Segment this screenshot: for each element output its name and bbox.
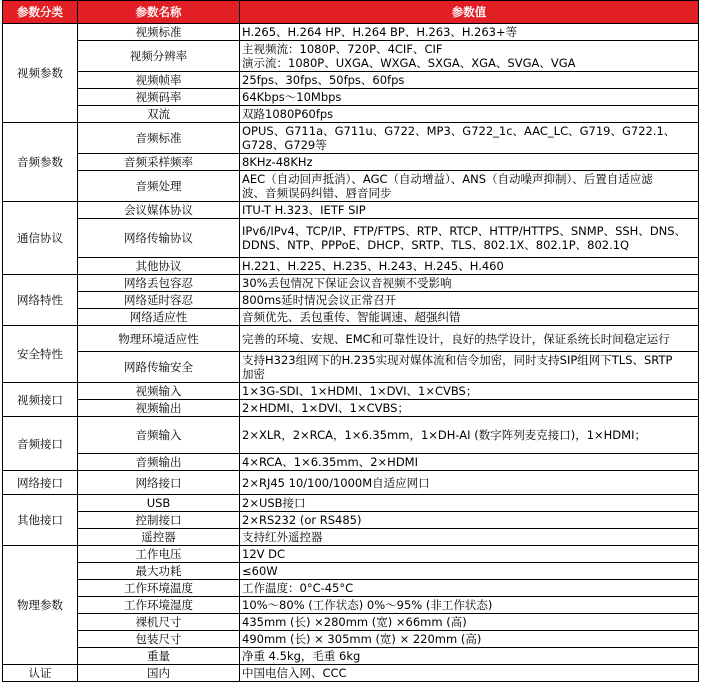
table-row: [3, 631, 699, 648]
param-value-cell: 490mm (长) × 305mm (宽) × 220mm (高): [240, 631, 699, 648]
table-row: [3, 383, 699, 400]
param-name-cell: 视频输出: [78, 400, 240, 417]
param-name-cell: 工作环境湿度: [78, 597, 240, 614]
table-row: [3, 258, 699, 275]
param-value-cell: 435mm (长) ×280mm (宽) ×66mm (高): [240, 614, 699, 631]
param-value-cell: 支持H323组网下的H.235实现对媒体流和信令加密，同时支持SIP组网下TLS、SRTP 加密: [240, 352, 699, 383]
table-row: [3, 563, 699, 580]
param-name-cell: 工作电压: [78, 546, 240, 563]
param-name-cell: 裸机尺寸: [78, 614, 240, 631]
header-category: 参数分类: [3, 1, 78, 24]
table-row: [3, 309, 699, 326]
table-row: [3, 292, 699, 309]
param-value-cell: 1×3G-SDI、1×HDMI、1×DVI、1×CVBS；: [240, 383, 699, 400]
param-value-cell: 音频优先、丢包重传、智能调速、超强纠错: [240, 309, 699, 326]
spec-body: [3, 24, 699, 682]
param-name-cell: 网络丢包容忍: [78, 275, 240, 292]
param-value-cell: 2×USB接口: [240, 495, 699, 512]
table-row: [3, 326, 699, 352]
table-row: [3, 471, 699, 495]
param-name-cell: 控制接口: [78, 512, 240, 529]
param-value-cell: 8KHz-48KHz: [240, 154, 699, 171]
param-name-cell: 视频标准: [78, 24, 240, 41]
param-value-cell: 工作温度：0°C-45°C: [240, 580, 699, 597]
category-cell: 音频接口: [3, 417, 78, 471]
header-row: [3, 1, 699, 24]
param-name-cell: 工作环境温度: [78, 580, 240, 597]
table-row: [3, 512, 699, 529]
param-value-cell: 中国电信入网、CCC: [240, 665, 699, 682]
table-row: [3, 219, 699, 258]
param-name-cell: 重量: [78, 648, 240, 665]
param-value-cell: 10%～80% (工作状态) 0%～95% (非工作状态): [240, 597, 699, 614]
param-value-cell: 2×XLR，2×RCA，1×6.35mm，1×DH-AI (数字阵列麦克接口)，1×HDMI；: [240, 417, 699, 454]
category-cell: 安全特性: [3, 326, 78, 383]
param-value-cell: 2×RJ45 10/100/1000M自适应网口: [240, 471, 699, 495]
table-row: [3, 41, 699, 72]
table-row: [3, 546, 699, 563]
param-value-cell: 800ms延时情况会议正常召开: [240, 292, 699, 309]
table-row: [3, 123, 699, 154]
table-row: [3, 665, 699, 682]
category-cell: 通信协议: [3, 202, 78, 275]
param-name-cell: 双流: [78, 106, 240, 123]
table-row: [3, 171, 699, 202]
param-value-cell: 双路1080P60fps: [240, 106, 699, 123]
param-name-cell: 音频采样频率: [78, 154, 240, 171]
param-value-cell: 30%丢包情况下保证会议音视频不受影响: [240, 275, 699, 292]
table-row: [3, 89, 699, 106]
spec-table: [2, 0, 699, 682]
category-cell: 其他接口: [3, 495, 78, 546]
table-row: [3, 580, 699, 597]
param-value-cell: H.221、H.225、H.235、H.243、H.245、H.460: [240, 258, 699, 275]
param-name-cell: 音频输入: [78, 417, 240, 454]
table-row: [3, 614, 699, 631]
param-value-cell: ITU-T H.323、IETF SIP: [240, 202, 699, 219]
table-row: [3, 417, 699, 454]
param-value-cell: H.265、H.264 HP、H.264 BP、H.263、H.263+等: [240, 24, 699, 41]
param-name-cell: 其他协议: [78, 258, 240, 275]
param-name-cell: 音频输出: [78, 454, 240, 471]
table-row: [3, 202, 699, 219]
param-value-cell: 12V DC: [240, 546, 699, 563]
table-row: [3, 154, 699, 171]
category-cell: 认证: [3, 665, 78, 682]
param-value-cell: 4×RCA、1×6.35mm、2×HDMI: [240, 454, 699, 471]
category-cell: 音频参数: [3, 123, 78, 202]
header-name: 参数名称: [78, 1, 240, 24]
category-cell: 视频接口: [3, 383, 78, 417]
param-name-cell: 音频标准: [78, 123, 240, 154]
param-name-cell: 国内: [78, 665, 240, 682]
table-row: [3, 24, 699, 41]
param-name-cell: 网络传输协议: [78, 219, 240, 258]
table-row: [3, 529, 699, 546]
param-name-cell: 视频码率: [78, 89, 240, 106]
param-name-cell: 网络接口: [78, 471, 240, 495]
table-row: [3, 648, 699, 665]
param-value-cell: 2×RS232 (or RS485): [240, 512, 699, 529]
param-name-cell: 音频处理: [78, 171, 240, 202]
param-name-cell: 网络延时容忍: [78, 292, 240, 309]
param-name-cell: 视频帧率: [78, 72, 240, 89]
param-value-cell: OPUS、G711a、G711u、G722、MP3、G722_1c、AAC_LC、G719、G722.1、 G728、G729等: [240, 123, 699, 154]
param-value-cell: 主视频流：1080P、720P、4CIF、CIF 演示流：1080P、UXGA、WXGA、SXGA、XGA、SVGA、VGA: [240, 41, 699, 72]
param-name-cell: 会议媒体协议: [78, 202, 240, 219]
param-value-cell: 净重 4.5kg，毛重 6kg: [240, 648, 699, 665]
table-row: [3, 597, 699, 614]
param-value-cell: 支持红外遥控器: [240, 529, 699, 546]
param-name-cell: 视频输入: [78, 383, 240, 400]
param-name-cell: 物理环境适应性: [78, 326, 240, 352]
table-row: [3, 72, 699, 89]
param-value-cell: IPv6/IPv4、TCP/IP、FTP/FTPS、RTP、RTCP、HTTP/HTTPS、SNMP、SSH、DNS、 DDNS、NTP、PPPoE、DHCP、SRTP、TLS、802.1X、802.1P、802.1Q: [240, 219, 699, 258]
category-cell: 视频参数: [3, 24, 78, 123]
table-row: [3, 495, 699, 512]
category-cell: 物理参数: [3, 546, 78, 665]
param-name-cell: 遥控器: [78, 529, 240, 546]
param-name-cell: 网路传输安全: [78, 352, 240, 383]
param-value-cell: 64Kbps～10Mbps: [240, 89, 699, 106]
param-value-cell: 2×HDMI、1×DVI、1×CVBS；: [240, 400, 699, 417]
table-row: [3, 454, 699, 471]
table-row: [3, 400, 699, 417]
param-value-cell: 25fps、30fps、50fps、60fps: [240, 72, 699, 89]
param-name-cell: 包装尺寸: [78, 631, 240, 648]
param-name-cell: 最大功耗: [78, 563, 240, 580]
param-name-cell: 网络适应性: [78, 309, 240, 326]
param-value-cell: 完善的环境、安规、EMC和可靠性设计，良好的热学设计，保证系统长时间稳定运行: [240, 326, 699, 352]
param-name-cell: 视频分辨率: [78, 41, 240, 72]
header-value: 参数值: [240, 1, 699, 24]
category-cell: 网络接口: [3, 471, 78, 495]
param-name-cell: USB: [78, 495, 240, 512]
category-cell: 网络特性: [3, 275, 78, 326]
table-row: [3, 275, 699, 292]
param-value-cell: AEC（自动回声抵消）、AGC（自动增益）、ANS（自动噪声抑制）、后置自适应滤 波、音频误码纠错、唇音同步: [240, 171, 699, 202]
table-row: [3, 352, 699, 383]
param-value-cell: ≤60W: [240, 563, 699, 580]
table-row: [3, 106, 699, 123]
